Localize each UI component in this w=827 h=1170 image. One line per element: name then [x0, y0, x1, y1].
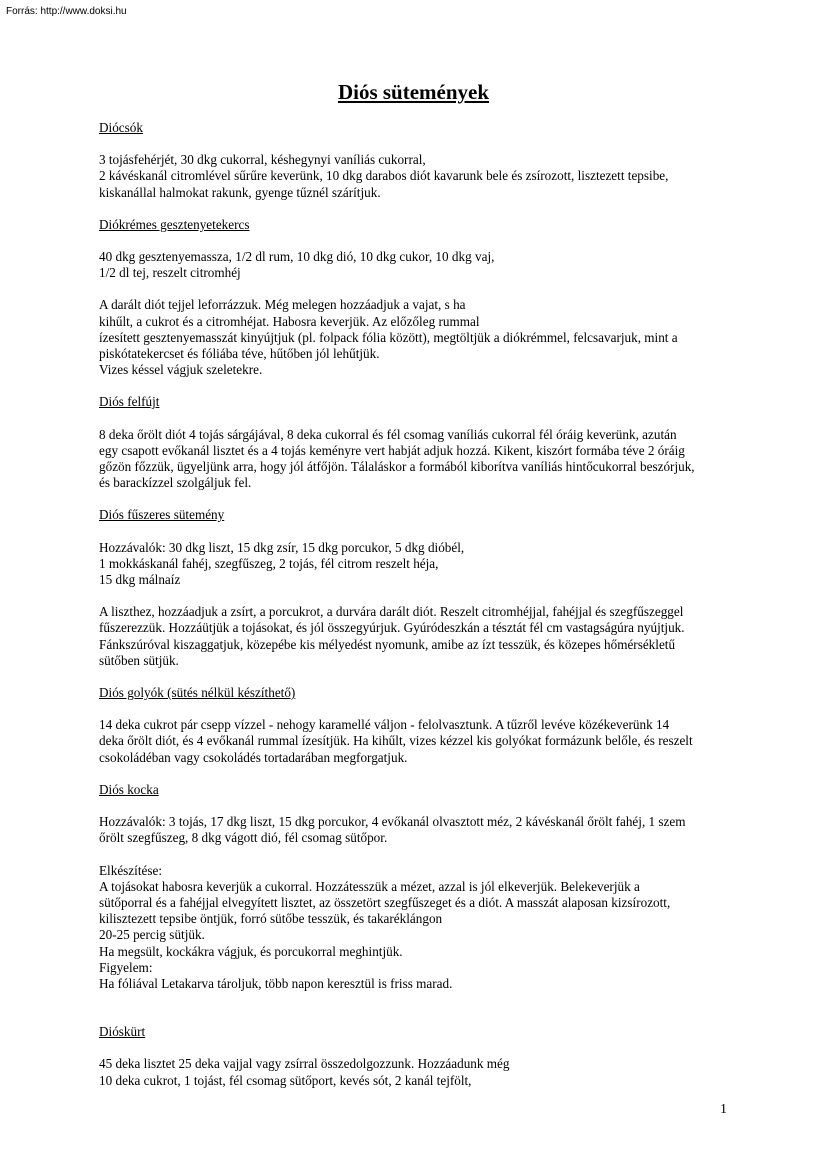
text-line: A liszthez, hozzáadjuk a zsírt, a porcukrot, a durvára darált diót. Reszelt citromhéjjal, fahéjjal és szegfűszeggel — [99, 604, 684, 620]
text-line: 20-25 percig sütjük. — [99, 927, 205, 943]
text-line: 1/2 dl tej, reszelt citromhéj — [99, 265, 241, 281]
text-line: kihűlt, a cukrot és a citromhéjat. Habosra keverjük. Az előzőleg rummal — [99, 313, 480, 329]
text-line: kiskanállal halmokat rakunk, gyenge tűznél szárítjuk. — [99, 184, 381, 200]
text-line: fűszerezzük. Hozzáütjük a tojásokat, és jól összegyúrjuk. Gyúródeszkán a tésztát fél cm vastagságúra nyújtjuk. — [99, 620, 685, 636]
text-line: 14 deka cukrot pár csepp vízzel - nehogy karamellé váljon - felolvasztunk. A tűzről levéve közékeverünk 14 — [99, 717, 670, 733]
section-heading: Diós fűszeres sütemény — [99, 507, 225, 523]
text-line: 2 kávéskanál citromlével sűrűre keverünk, 10 dkg darabos diót kavarunk bele és zsírozott, lisztezett tepsibe, — [99, 168, 669, 184]
text-line: Hozzávalók: 3 tojás, 17 dkg liszt, 15 dkg porcukor, 4 evőkanál olvasztott méz, 2 kávéskanál őrölt fahéj, 1 szem — [99, 814, 686, 830]
section-heading: Diós kocka — [99, 781, 159, 797]
text-line: Elkészítése: — [99, 862, 162, 878]
section-heading: Diókrémes gesztenyetekercs — [99, 216, 250, 232]
page-title: Diós sütemények — [337, 80, 490, 104]
text-line: A tojásokat habosra keverjük a cukorral. Hozzátesszük a mézet, azzal is jól elkeverjük. Belekeverjük a — [99, 878, 640, 894]
text-line: 3 tojásfehérjét, 30 dkg cukorral, késhegynyi vaníliás cukorral, — [99, 152, 426, 168]
text-line: Ha fóliával Letakarva tároljuk, több napon keresztül is friss marad. — [99, 975, 453, 991]
text-line: deka őrölt diót, és 4 evőkanál rummal ízesítjük. Ha kihűlt, vizes kézzel kis golyókat formázunk belőle, és reszelt — [99, 733, 693, 749]
section-heading: Diós golyók (sütés nélkül készíthető) — [99, 685, 296, 701]
text-line: és barackízzel szolgáljuk fel. — [99, 475, 252, 491]
source-label: Forrás: http://www.doksi.hu — [6, 6, 127, 17]
text-line: Hozzávalók: 30 dkg liszt, 15 dkg zsír, 15 dkg porcukor, 5 dkg dióbél, — [99, 539, 465, 555]
text-line: 15 dkg málnaíz — [99, 572, 181, 588]
text-line: sütőporral és a fahéjjal elvegyített lisztet, az összetört szegfűszeget és a diót. A masszát alaposan kizsírozott, — [99, 894, 671, 910]
text-line: Figyelem: — [99, 959, 153, 975]
section-heading: Diócsók — [99, 120, 143, 135]
text-line: csokoládéban vagy csokoládés tortadarában megforgatjuk. — [99, 749, 408, 765]
text-line: 8 deka őrölt diót 4 tojás sárgájával, 8 deka cukorral és fél csomag vaníliás cukorral fél óráig keverünk, azután — [99, 426, 677, 442]
section-heading: Diós felfújt — [99, 394, 160, 410]
text-line: ízesített gesztenyemasszát kinyújtjuk (pl. folpack fólia között), megtöltjük a diókrémmel, felcsavarjuk, mint a — [99, 329, 678, 345]
section-heading: Dióskürt — [99, 1024, 146, 1040]
text-line: kilisztezett tepsibe öntjük, forró sütőbe tesszük, és takaréklángon — [99, 911, 443, 927]
text-line: Ha megsült, kockákra vágjuk, és porcukorral meghintjük. — [99, 943, 403, 959]
text-line: őrölt szegfűszeg, 8 dkg vágott dió, fél csomag sütőpor. — [99, 830, 388, 846]
text-line: Fánkszúróval kiszaggatjuk, közepébe kis mélyedést nyomunk, amibe az ízt tesszük, és közepes hőmérsékletű — [99, 636, 676, 652]
text-line: 40 dkg gesztenyemassza, 1/2 dl rum, 10 dkg dió, 10 dkg cukor, 10 dkg vaj, — [99, 249, 495, 265]
document-body — [99, 120, 739, 1089]
text-line: egy csapott evőkanál lisztet és a 4 tojás keményre vert habját adjuk hozzá. Kikent, kiszórt formába téve 2 óráig — [99, 442, 685, 458]
page-number: 1 — [720, 1102, 727, 1117]
text-line: sütőben sütjük. — [99, 652, 179, 668]
text-line: Vizes késsel vágjuk szeletekre. — [99, 362, 263, 378]
text-line: piskótatekercset és fóliába téve, hűtőben jól lehűtjük. — [99, 346, 380, 362]
text-line: 10 deka cukrot, 1 tojást, fél csomag sütőport, kevés sót, 2 kanál tejfölt, — [99, 1072, 472, 1088]
text-line: 45 deka lisztet 25 deka vajjal vagy zsírral összedolgozzunk. Hozzáadunk még — [99, 1056, 510, 1072]
text-line: A darált diót tejjel leforrázzuk. Még melegen hozzáadjuk a vajat, s ha — [99, 297, 466, 313]
text-line: 1 mokkáskanál fahéj, szegfűszeg, 2 tojás, fél citrom reszelt héja, — [99, 555, 439, 571]
text-line: gőzön főzzük, ügyeljünk arra, hogy jól átfőjön. Tálaláskor a formából kiborítva vaníliás hintőcukorral beszórjuk, — [99, 459, 695, 475]
